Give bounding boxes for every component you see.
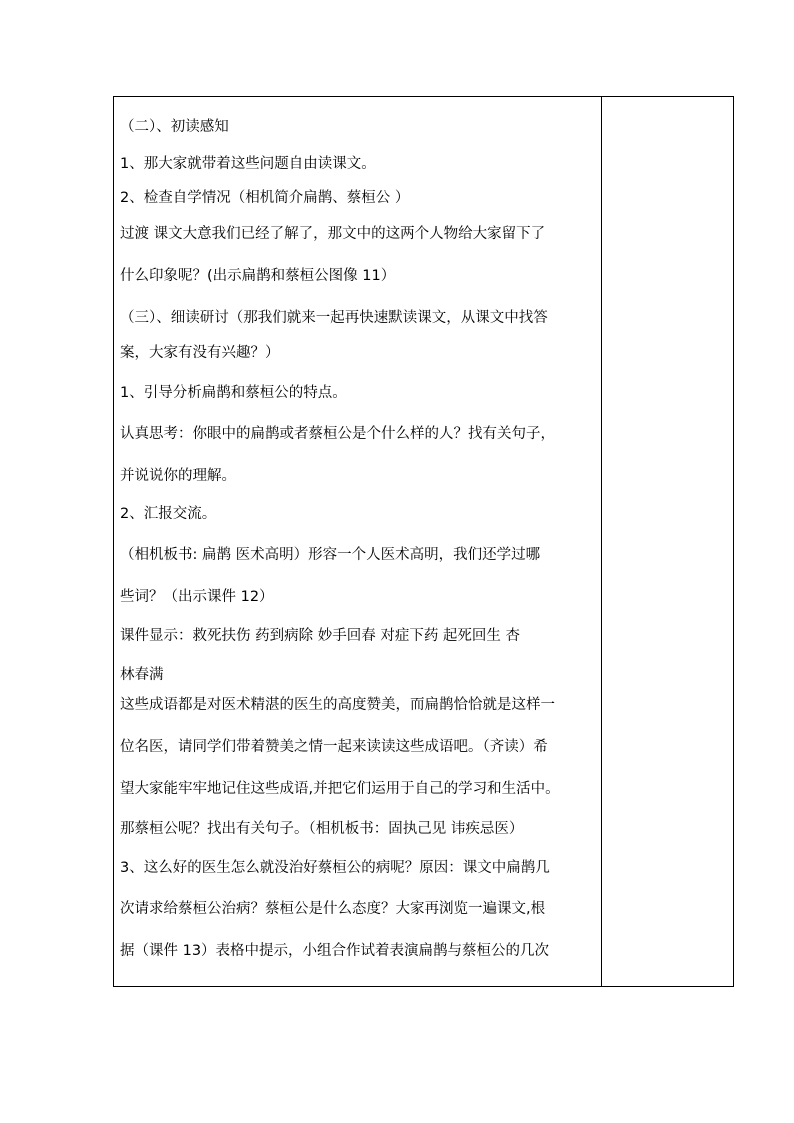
text-line: （三）、细读研讨（那我们就来一起再快速默读课文，从课文中找答	[120, 310, 548, 326]
text-line: （二）、初读感知	[120, 119, 229, 135]
text-line: 据（课件 13）表格中提示，小组合作试着表演扁鹊与蔡桓公的几次	[120, 943, 550, 959]
lesson-content-cell	[120, 97, 596, 986]
text-line: 1、那大家就带着这些问题自由读课文。	[120, 156, 376, 172]
text-line: 2、检查自学情况（相机简介扁鹊、蔡桓公 ）	[120, 190, 410, 206]
text-line: 那蔡桓公呢？找出有关句子。（相机板书：固执己见 讳疾忌医）	[120, 821, 524, 837]
text-line: 些词？（出示课件 12）	[120, 589, 274, 605]
text-line: 这些成语都是对医术精湛的医生的高度赞美，而扁鹊恰恰就是这样一	[120, 697, 555, 713]
text-line: 次请求给蔡桓公治病？蔡桓公是什么态度？大家再浏览一遍课文,根	[120, 901, 546, 917]
text-line: 1、引导分析扁鹊和蔡桓公的特点。	[120, 385, 347, 401]
text-line: 并说说你的理解。	[120, 468, 236, 484]
text-line: 认真思考：你眼中的扁鹊或者蔡桓公是个什么样的人？找有关句子，	[120, 426, 555, 442]
notes-cell	[602, 97, 733, 986]
text-line: 过渡 课文大意我们已经了解了，那文中的这两个人物给大家留下了	[120, 226, 546, 242]
text-line: 望大家能牢牢地记住这些成语,并把它们运用于自己的学习和生活中。	[120, 781, 560, 797]
text-line: 位名医，请同学们带着赞美之情一起来读读这些成语吧。（齐读）希	[120, 739, 548, 755]
text-line: 课件显示：救死扶伤 药到病除 妙手回春 对症下药 起死回生 杏	[120, 628, 521, 644]
text-line: 3、这么好的医生怎么就没治好蔡桓公的病呢？原因：课文中扁鹊几	[120, 860, 550, 876]
text-line: （相机板书: 扁鹊 医术高明）形容一个人医术高明，我们还学过哪	[120, 547, 541, 563]
lesson-table	[113, 96, 734, 987]
text-line: 林春满	[120, 667, 164, 683]
text-line: 什么印象呢？(出示扁鹊和蔡桓公图像 11）	[120, 268, 396, 284]
text-line: 案，大家有没有兴趣？）	[120, 345, 280, 361]
text-line: 2、汇报交流。	[120, 506, 217, 522]
